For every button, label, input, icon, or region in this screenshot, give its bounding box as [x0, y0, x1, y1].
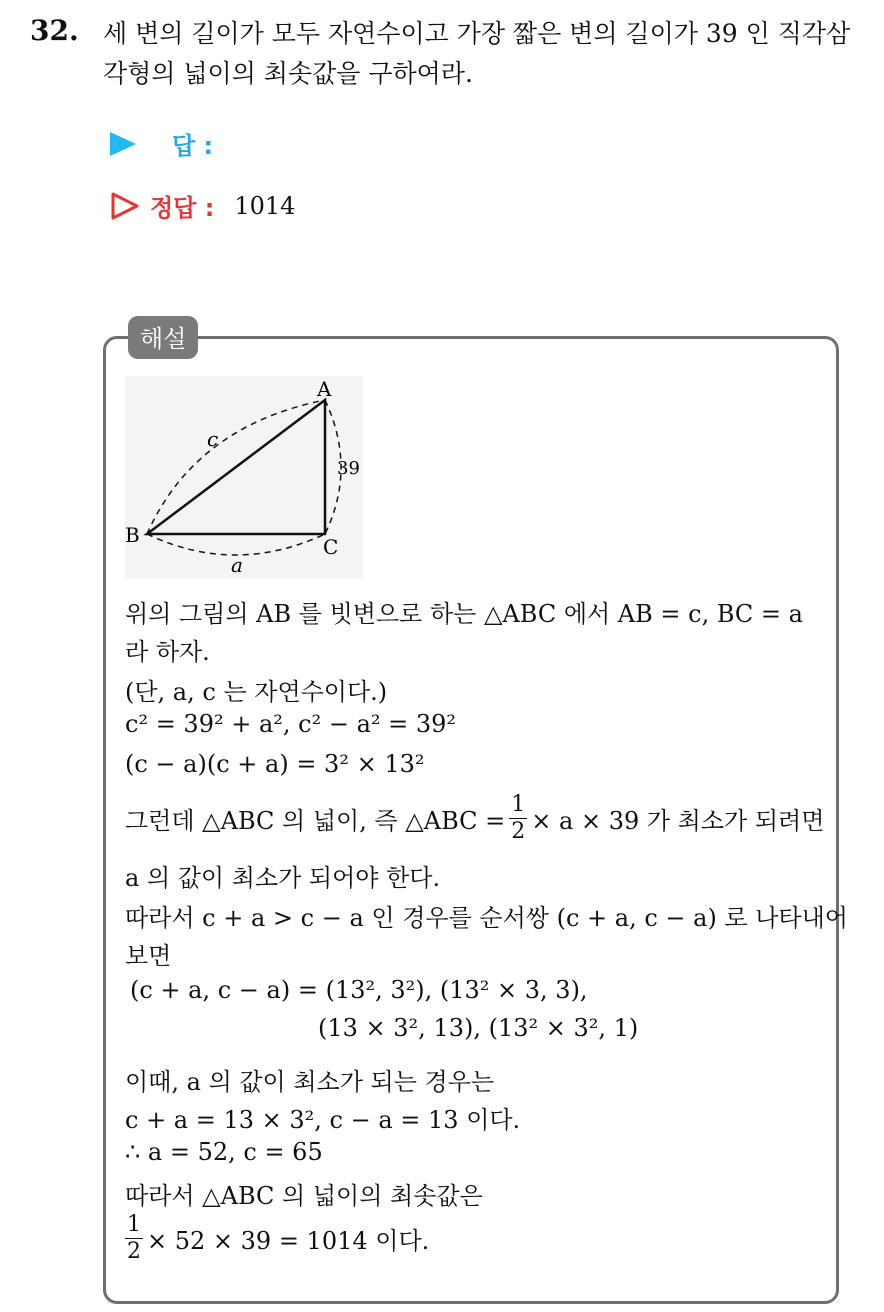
equation-line: (13 × 3², 13), (13² × 3², 1): [318, 1014, 639, 1042]
side-a-label: a: [231, 553, 243, 577]
vertex-c-label: C: [323, 535, 339, 559]
equation-line: c² = 39² + a², c² − a² = 39²: [125, 710, 457, 738]
fraction-denominator: 2: [127, 1239, 141, 1264]
side-c-label: c: [207, 427, 219, 451]
answer-row: [110, 126, 213, 161]
solution-line: 따라서 c + a > c − a 인 경우를 순서쌍 (c + a, c − a) 로 나타내어: [125, 904, 848, 932]
solution-line: (단, a, c 는 자연수이다.): [125, 678, 388, 706]
correct-answer-label: 정답 :: [150, 194, 215, 222]
fraction-numerator: 1: [511, 792, 526, 817]
vertex-a-label: A: [317, 377, 332, 401]
half-fraction: [509, 792, 527, 845]
triangle-figure: [125, 376, 363, 578]
solution-line: 라 하자.: [125, 638, 210, 666]
solution-line: 위의 그림의 AB 를 빗변으로 하는 △ABC 에서 AB = c, BC = a: [125, 600, 803, 628]
correct-answer-value: 1014: [234, 191, 296, 220]
fraction-numerator: 1: [127, 1212, 141, 1237]
final-line-after: × 52 × 39 = 1014 이다.: [147, 1227, 430, 1255]
solution-line: 따라서 △ABC 의 넓이의 최솟값은: [125, 1182, 483, 1210]
half-fraction: [125, 1212, 143, 1265]
side-39-label: 39: [337, 458, 360, 479]
solution-line: 보면: [125, 942, 172, 970]
final-line: [125, 1212, 429, 1265]
problem-text: 세 변의 길이가 모두 자연수이고 가장 짧은 변의 길이가 39 인 직각삼각형의 넓이의 최솟값을 구하여라.: [103, 19, 851, 88]
equation-line: c + a = 13 × 3², c − a = 13 이다.: [125, 1106, 521, 1134]
equation-line: (c − a)(c + a) = 3² × 13²: [125, 750, 425, 778]
vertex-b-label: B: [125, 523, 140, 547]
play-icon: [110, 132, 136, 156]
area-line-after: × a × 39 가 최소가 되려면: [531, 807, 825, 835]
solution-line: a 의 값이 최소가 되어야 한다.: [125, 864, 441, 892]
solution-tag: 해설: [128, 316, 198, 359]
outline-play-icon: [110, 191, 140, 221]
equation-line: ∴ a = 52, c = 65: [125, 1138, 323, 1166]
fraction-denominator: 2: [511, 819, 526, 844]
correct-answer-row: [110, 188, 295, 223]
problem-number: 32.: [30, 14, 79, 47]
area-line: [125, 792, 824, 845]
area-line-before: 그런데 △ABC 의 넓이, 즉 △ABC =: [125, 807, 506, 835]
solution-line: 이때, a 의 값이 최소가 되는 경우는: [125, 1068, 495, 1096]
equation-line: (c + a, c − a) = (13², 3²), (13² × 3, 3),: [130, 976, 588, 1004]
answer-label: 답 :: [172, 132, 214, 160]
